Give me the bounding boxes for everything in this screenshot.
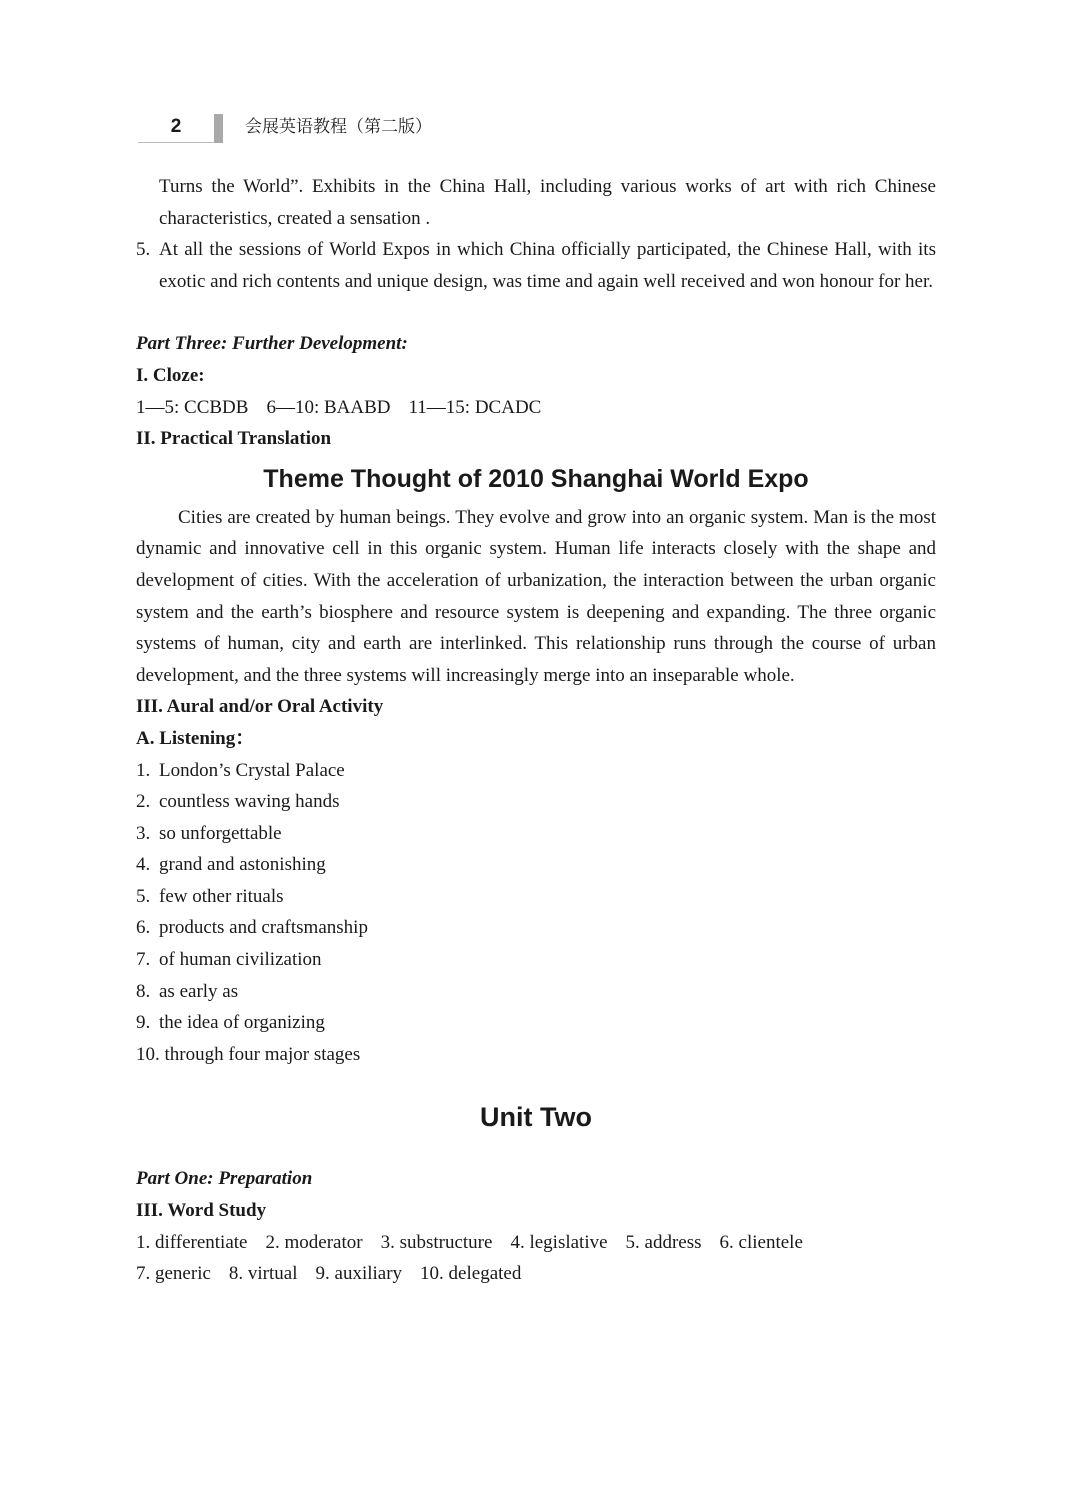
- item-number: 1.: [136, 759, 151, 781]
- item-text: countless waving hands: [159, 791, 340, 813]
- cloze-answers: [136, 392, 936, 424]
- continued-paragraph: Turns the World”. Exhibits in the China Hall, including various works of art with rich Chinese characteristics, created a sensation .: [159, 176, 936, 229]
- word-answer: 6. clientele: [719, 1231, 803, 1253]
- item-text: At all the sessions of World Expos in which China officially participated, the Chinese Hall, with its exotic and rich contents and unique design, was time and again well received and won honour for her.: [159, 239, 936, 292]
- list-item: [136, 755, 936, 787]
- article-body: Cities are created by human beings. They evolve and grow into an organic system. Man is the most dynamic and innovative cell in this organic system. Human life interacts closely with the shape and development of cities. With the acceleration of urbanization, the interaction between the urban organic system and the earth’s biosphere and resource system is deepening and expanding. The three organic systems of human, city and earth are interlinked. This relationship runs through the course of urban development, and the three systems will increasingly merge into an inseparable whole.: [136, 506, 936, 686]
- subsection-heading: A. Listening：: [136, 727, 255, 749]
- word-answer: 5. address: [625, 1231, 702, 1253]
- list-item: [136, 976, 936, 1008]
- word-study-line: [136, 1227, 936, 1259]
- list-item: [136, 818, 936, 850]
- section-title: Part One: Preparation: [136, 1168, 313, 1190]
- word-answer: 7. generic: [136, 1263, 211, 1285]
- header-divider-bar: [214, 114, 223, 143]
- item-number: 9.: [136, 1012, 151, 1034]
- listening-answers: [136, 755, 936, 1071]
- page-number: 2: [138, 112, 214, 143]
- word-answer: 4. legislative: [510, 1231, 608, 1253]
- section-title: Part Three: Further Development:: [136, 333, 408, 355]
- item-text: few other rituals: [159, 885, 284, 907]
- spacer: [136, 297, 936, 328]
- cloze-answer: 1—5: CCBDB: [136, 396, 249, 418]
- list-item: [136, 849, 936, 881]
- word-answer: 2. moderator: [265, 1231, 363, 1253]
- item-number: 2.: [136, 791, 151, 813]
- item-text: grand and astonishing: [159, 854, 326, 876]
- item-text: London’s Crystal Palace: [159, 759, 345, 781]
- list-item: [136, 786, 936, 818]
- word-answer: 10. delegated: [420, 1263, 522, 1285]
- list-item: [136, 881, 936, 913]
- item-text: so unforgettable: [159, 822, 282, 844]
- item-number: 5.: [136, 885, 151, 907]
- word-answer: 9. auxiliary: [315, 1263, 403, 1285]
- item-text: through four major stages: [164, 1043, 361, 1065]
- item-number: 5.: [136, 239, 151, 261]
- unit-title: Unit Two: [480, 1102, 592, 1133]
- item-number: 3.: [136, 822, 151, 844]
- page-content: [136, 171, 936, 1290]
- page-header: [138, 112, 938, 144]
- list-item: [136, 944, 936, 976]
- cloze-answer: 6—10: BAABD: [266, 396, 391, 418]
- word-study-line: [136, 1258, 936, 1290]
- word-answer: 3. substructure: [380, 1231, 493, 1253]
- book-title: 会展英语教程（第二版）: [245, 117, 432, 137]
- item-number: 8.: [136, 980, 151, 1002]
- item-text: products and craftsmanship: [159, 917, 368, 939]
- item-number: 4.: [136, 854, 151, 876]
- item-text: of human civilization: [159, 949, 322, 971]
- subsection-heading: I. Cloze:: [136, 364, 205, 386]
- list-item: [136, 1007, 936, 1039]
- article-title: Theme Thought of 2010 Shanghai World Expo: [263, 464, 809, 493]
- item-number: 10.: [136, 1043, 160, 1065]
- item-text: the idea of organizing: [159, 1012, 325, 1034]
- item-text: as early as: [159, 980, 239, 1002]
- word-answer: 1. differentiate: [136, 1231, 248, 1253]
- item-number: 7.: [136, 949, 151, 971]
- list-item: [136, 1039, 936, 1071]
- item-number: 6.: [136, 917, 151, 939]
- word-answer: 8. virtual: [228, 1263, 298, 1285]
- subsection-heading: III. Word Study: [136, 1200, 267, 1222]
- subsection-heading: II. Practical Translation: [136, 428, 332, 450]
- list-item: [136, 234, 936, 297]
- list-item: [136, 912, 936, 944]
- cloze-answer: 11—15: DCADC: [408, 396, 542, 418]
- subsection-heading: III. Aural and/or Oral Activity: [136, 696, 384, 718]
